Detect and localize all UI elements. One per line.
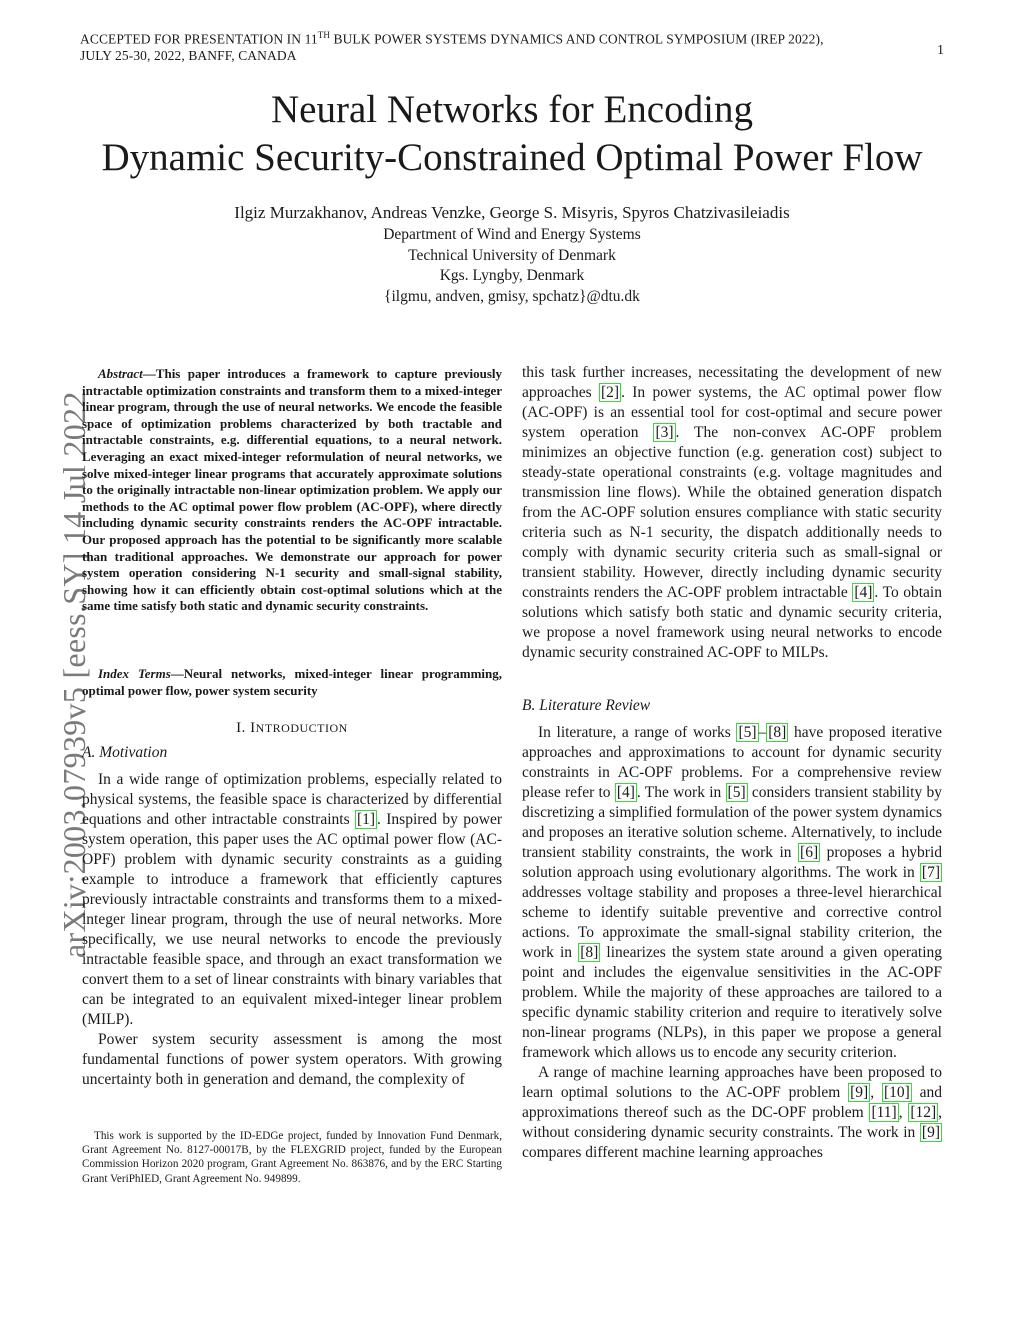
citation-link[interactable]: [12] — [910, 1104, 937, 1121]
abstract — [82, 366, 502, 615]
paragraph: In literature, a range of works [5] – [8] have proposed iterative approaches and approximations to account for dynamic security constraints in AC-OPF problems. For a comprehensive review please refer to [4] . The work in [5] considers transient stability by discretizing a simplified formulation of the power system dynamics and proposes an iterative solution scheme. Alternatively, to include transient stability constraints, the work in [6] proposes a hybrid solution approach using evolutionary algorithms. The work in [7] addresses voltage stability and proposes a three-level hierarchical scheme to identify suitable preventive and corrective control actions. To approximate the small-signal stability criterion, the work in [8] linearizes the system state around a given operating point and includes the eigenvalue sensitivities in the AC-OPF problem. While the majority of these approaches are tailored to a specific dynamic stability criterion and require to iteratively solve non-linear programs (NLPs), in this paper we propose a general framework which allows us to encode any security criterion. — [522, 724, 943, 1061]
intro-body-right-top — [522, 363, 942, 663]
intro-body-right-bottom — [522, 723, 942, 1163]
index-terms-text: —Neural networks, mixed-integer linear programming, optimal power flow, power system security — [82, 666, 503, 698]
citation-link[interactable]: [11] — [871, 1104, 897, 1121]
title-line-1: Neural Networks for Encoding — [271, 88, 753, 131]
citation-link[interactable]: [2] — [601, 384, 620, 401]
arxiv-identifier: arXiv:2003.07939v5 [eess.SY] 14 Jul 2022 — [56, 391, 92, 958]
paper-title — [0, 86, 1024, 182]
subsection-motivation: A. Motivation — [82, 744, 168, 761]
citation-link[interactable]: [4] — [616, 784, 635, 801]
citation-link[interactable]: [6] — [800, 844, 819, 861]
intro-body-left — [82, 770, 502, 1090]
affiliation — [0, 225, 1024, 307]
citation-link[interactable]: [10] — [883, 1084, 910, 1101]
citation-link[interactable]: [7] — [921, 864, 940, 881]
citation-link[interactable]: [5] — [738, 724, 757, 741]
index-terms — [82, 666, 502, 699]
header-line-1: ACCEPTED FOR PRESENTATION IN 11TH BULK POWER SYSTEMS DYNAMICS AND CONTROL SYMPOSIUM (IREP 2022), — [80, 30, 824, 47]
citation-link[interactable]: [5] — [727, 784, 746, 801]
subsection-literature-review: B. Literature Review — [522, 697, 651, 714]
paragraph: Power system security assessment is among the most fundamental functions of power system operators. With growing uncertainty both in generation and demand, the complexity of — [82, 1031, 502, 1088]
university: Technical University of Denmark — [408, 246, 616, 264]
city: Kgs. Lyngby, Denmark — [439, 267, 585, 284]
abstract-text: —This paper introduces a framework to capture previously intractable optimization constraints and transform them to a mixed-integer linear program, through the use of neural networks. We encode the feasible space of optimization problems characterized by both tractable and intractable constraints, e.g. differential equations, to a neural network. Leveraging an exact mixed-integer reformulation of neural networks, we solve mixed-integer linear programs that accurately approximate solutions to the originally intractable non-linear optimization problem. We apply our methods to the AC optimal power flow problem (AC-OPF), where directly including dynamic security constraints renders the AC-OPF intractable. Our proposed approach has the potential to be significantly more scalable than traditional approaches. We demonstrate our approach for power system operation considering N-1 security and small-signal stability, showing how it can efficiently obtain cost-optimal solutions which at the same time satisfy both static and dynamic security constraints. — [82, 366, 502, 614]
citation-link[interactable]: [9] — [850, 1084, 869, 1101]
department: Department of Wind and Energy Systems — [383, 226, 641, 243]
index-terms-label: Index Terms — [98, 666, 171, 681]
paragraph: A range of machine learning approaches have been proposed to learn optimal solutions to the AC-OPF problem [9] , [10] and approximations thereof such as the DC-OPF problem [11] , [12] , without considering dynamic security constraints. The work in [9] compares different machine learning approaches — [522, 1064, 943, 1161]
header-line-2: JULY 25-30, 2022, BANFF, CANADA — [80, 47, 297, 63]
citation-link[interactable]: [8] — [580, 944, 599, 961]
citation-link[interactable]: [8] — [768, 724, 787, 741]
running-header — [80, 27, 824, 64]
paragraph: this task further increases, necessitating the development of new approaches [2] . In power systems, the AC optimal power flow (AC-OPF) is an essential tool for cost-optimal and secure power system operation [3] . The non-convex AC-OPF problem minimizes an objective function (e.g. generation cost) subject to steady-state operational constraints (e.g. voltage magnitudes and transmission line flows). While the obtained generation dispatch from the AC-OPF solution ensures compliance with static security criteria such as N-1 security, the dispatch additionally needs to comply with dynamic security criteria such as small-signal or transient stability. However, directly including dynamic security constraints renders the AC-OPF problem intractable [4] . To obtain solutions which satisfy both static and dynamic security criteria, we propose a novel framework using neural networks to encode dynamic security constrained AC-OPF to MILPs. — [522, 364, 942, 661]
citation-link[interactable]: [4] — [854, 584, 873, 601]
footnote: This work is supported by the ID-EDGe project, funded by Innovation Fund Denmark, Grant Agreement No. 8127-00017B, by the FLEXGRID project, funded by the European Commission Horizon 2020 program, Grant Agreement No. 863876, and by the ERC Starting Grant VeriPhIED, Grant Agreement No. 949899. — [82, 1130, 502, 1185]
section-heading-introduction: I. INTRODUCTION — [236, 720, 348, 736]
paragraph: In a wide range of optimization problems, especially related to physical systems, the feasible space is characterized by differential equations and other intractable constraints [1] . Inspired by power system operation, this paper uses the AC optimal power flow (AC-OPF) problem with dynamic security constraints as a guiding example to introduce a framework that efficiently captures previously intractable constraints and transforms them to a mixed-integer linear program, through the use of neural networks. More specifically, we use neural networks to encode the previously intractable feasible space, and through an exact transformation we convert them to a set of linear constraints with binary variables that can be integrated to an equivalent mixed-integer linear problem (MILP). — [82, 771, 502, 1028]
title-line-2: Dynamic Security-Constrained Optimal Power Flow — [101, 136, 923, 179]
citation-link[interactable]: [9] — [921, 1124, 940, 1141]
citation-link[interactable]: [3] — [655, 424, 674, 441]
authors: Ilgiz Murzakhanov, Andreas Venzke, George S. Misyris, Spyros Chatzivasileiadis — [234, 203, 790, 222]
page-number: 1 — [937, 43, 944, 58]
abstract-label: Abstract — [98, 366, 143, 381]
citation-link[interactable]: [1] — [356, 811, 376, 828]
email: {ilgmu, andven, gmisy, spchatz}@dtu.dk — [384, 287, 640, 305]
